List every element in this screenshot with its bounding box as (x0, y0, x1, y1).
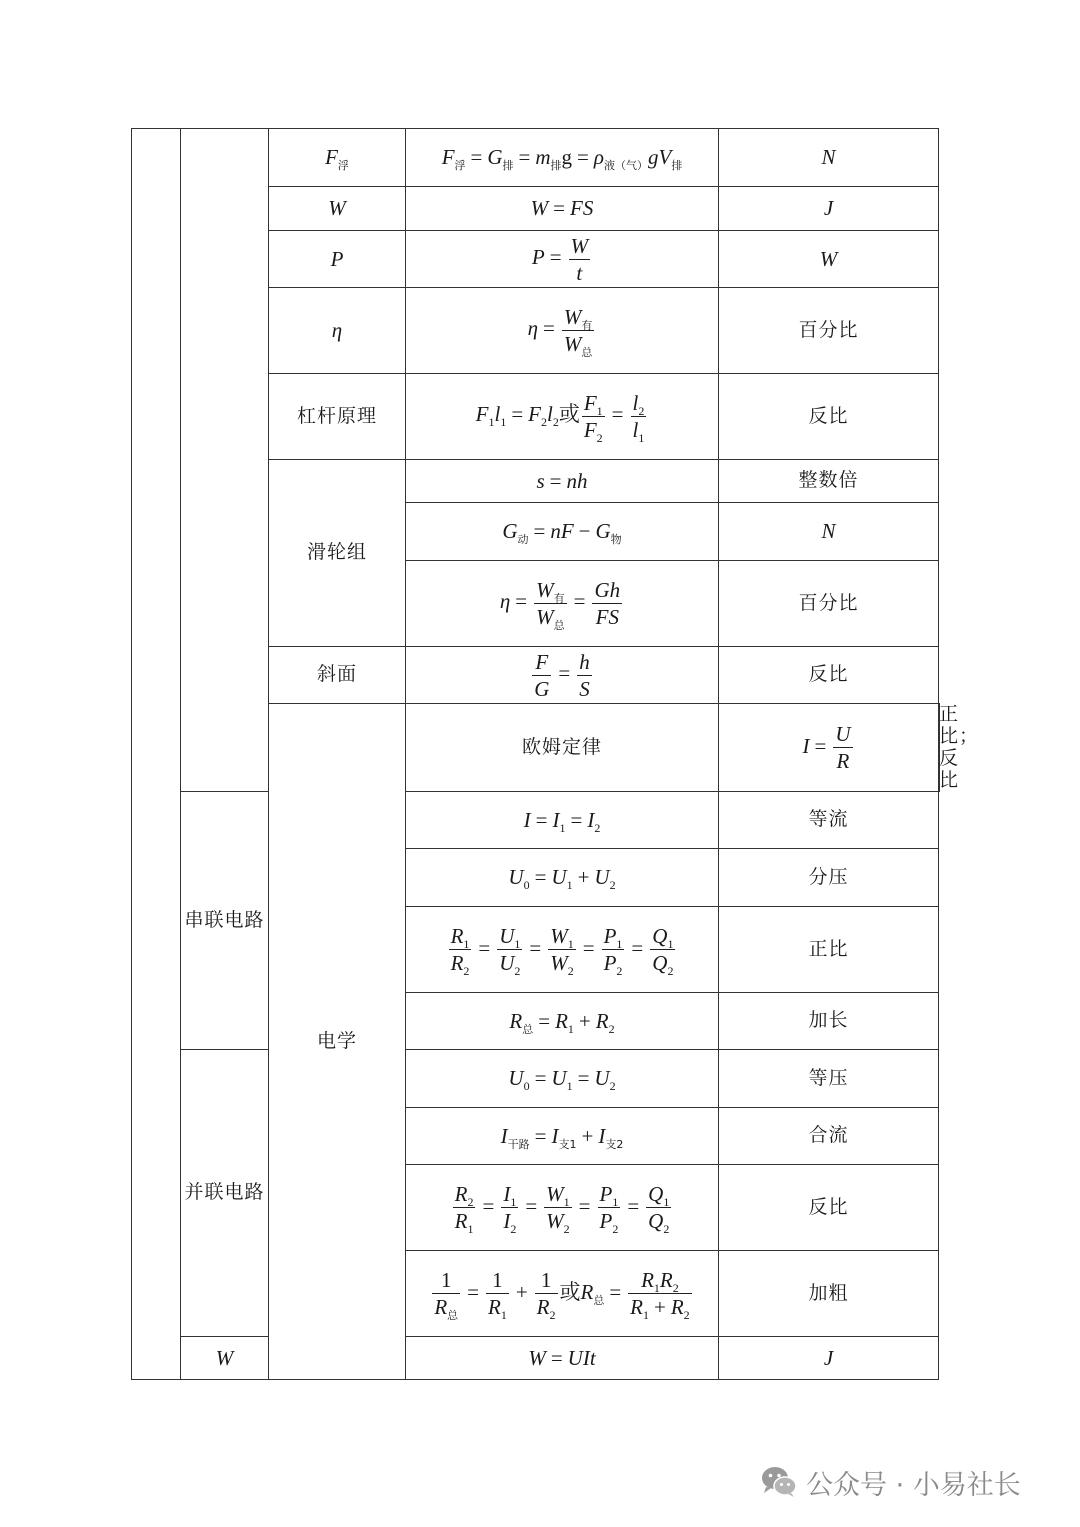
unit-cell: 等压 (719, 1050, 939, 1108)
formula-cell: P = $\frac{W}{t}$ (406, 231, 719, 288)
watermark (760, 1460, 1021, 1504)
formula-cell: $\frac{R_2}{R_1}$ = $\frac{I_1}{I_2}$ = $\frac{W_1}{W_2}$ = $\frac{P_1}{P_2}$ = $\frac{Q_1}{Q_2}$ (406, 1165, 719, 1251)
section-cell-mechanics (181, 129, 269, 792)
unit-cell: 反比 (719, 1165, 939, 1251)
formula-cell: $\frac{1}{R_总}$ = $\frac{1}{R_1}$ + $\frac{1}{R_2}$ 或$R_总$ = $\frac{R_1R_2}{R_1 + R_2}$ (406, 1251, 719, 1337)
quantity-cell: 欧姆定律 (406, 704, 719, 792)
unit-cell: 反比 (719, 374, 939, 460)
formula-cell: $R_总 = R_1 + R_2$ (406, 993, 719, 1050)
unit-cell: W (719, 231, 939, 288)
table-row (132, 129, 940, 187)
table-row (132, 1337, 940, 1380)
formula-cell: $F_浮 = G_排 = m_排g = \rho_{液(气)}gV_排$ (406, 129, 719, 187)
unit-cell: 百分比 (719, 288, 939, 374)
table-row (132, 792, 940, 849)
section-cell-electricity: 电学 (269, 704, 406, 1380)
unit-cell: J (719, 187, 939, 231)
formula-cell: η = $\frac{W_有}{W_总}$ (406, 288, 719, 374)
formula-cell: $I_{干路} = I_{支1} + I_{支2}$ (406, 1108, 719, 1165)
category-cell (132, 129, 181, 1380)
quantity-cell: η (269, 288, 406, 374)
formula-cell: $I = I_1 = I_2$ (406, 792, 719, 849)
watermark-text: 公众号 · 小易社长 (806, 1469, 1021, 1501)
formula-cell: W = FS (406, 187, 719, 231)
formula-cell: $\frac{F}{G}$ = $\frac{h}{S}$ (406, 647, 719, 704)
quantity-cell: P (269, 231, 406, 288)
unit-cell: N (719, 503, 939, 561)
unit-cell: 反比 (719, 647, 939, 704)
quantity-cell: 杠杆原理 (269, 374, 406, 460)
unit-cell: 分压 (719, 849, 939, 907)
table-row (132, 1050, 940, 1108)
formula-cell: $U_0 = U_1 + U_2$ (406, 849, 719, 907)
formula-cell: s = nh (406, 460, 719, 503)
unit-cell: 合流 (719, 1108, 939, 1165)
unit-cell: 等流 (719, 792, 939, 849)
unit-cell: J (719, 1337, 939, 1380)
formula-cell: $\frac{R_1}{R_2}$ = $\frac{U_1}{U_2}$ = $\frac{W_1}{W_2}$ = $\frac{P_1}{P_2}$ = $\frac{Q_1}{Q_2}$ (406, 907, 719, 993)
quantity-cell: W (269, 187, 406, 231)
unit-cell: 加长 (719, 993, 939, 1050)
formula-cell: $G_动$ = nF − $G_物$ (406, 503, 719, 561)
formula-cell: I = $\frac{U}{R}$ (719, 704, 939, 792)
unit-cell: 正比 (719, 907, 939, 993)
quantity-cell: $F_浮$ (269, 129, 406, 187)
unit-cell: 正比；反比 (939, 703, 980, 791)
unit-cell: 加粗 (719, 1251, 939, 1337)
unit-cell: 整数倍 (719, 460, 939, 503)
formula-cell: $U_0 = U_1 = U_2$ (406, 1050, 719, 1108)
formula-table (131, 128, 980, 1380)
quantity-cell: 串联电路 (181, 792, 269, 1050)
quantity-cell: 斜面 (269, 647, 406, 704)
formula-cell: $F_1l_1 = F_2l_2$或 $\frac{F_1}{F_2}$ = $\frac{l_2}{l_1}$ (406, 374, 719, 460)
quantity-cell: 滑轮组 (269, 460, 406, 647)
quantity-cell: W (181, 1337, 269, 1380)
wechat-icon (760, 1465, 798, 1499)
formula-cell: W = UIt (406, 1337, 719, 1380)
unit-cell: N (719, 129, 939, 187)
formula-cell: η = $\frac{W_有}{W_总}$ = $\frac{Gh}{FS}$ (406, 561, 719, 647)
unit-cell: 百分比 (719, 561, 939, 647)
quantity-cell: 并联电路 (181, 1050, 269, 1337)
